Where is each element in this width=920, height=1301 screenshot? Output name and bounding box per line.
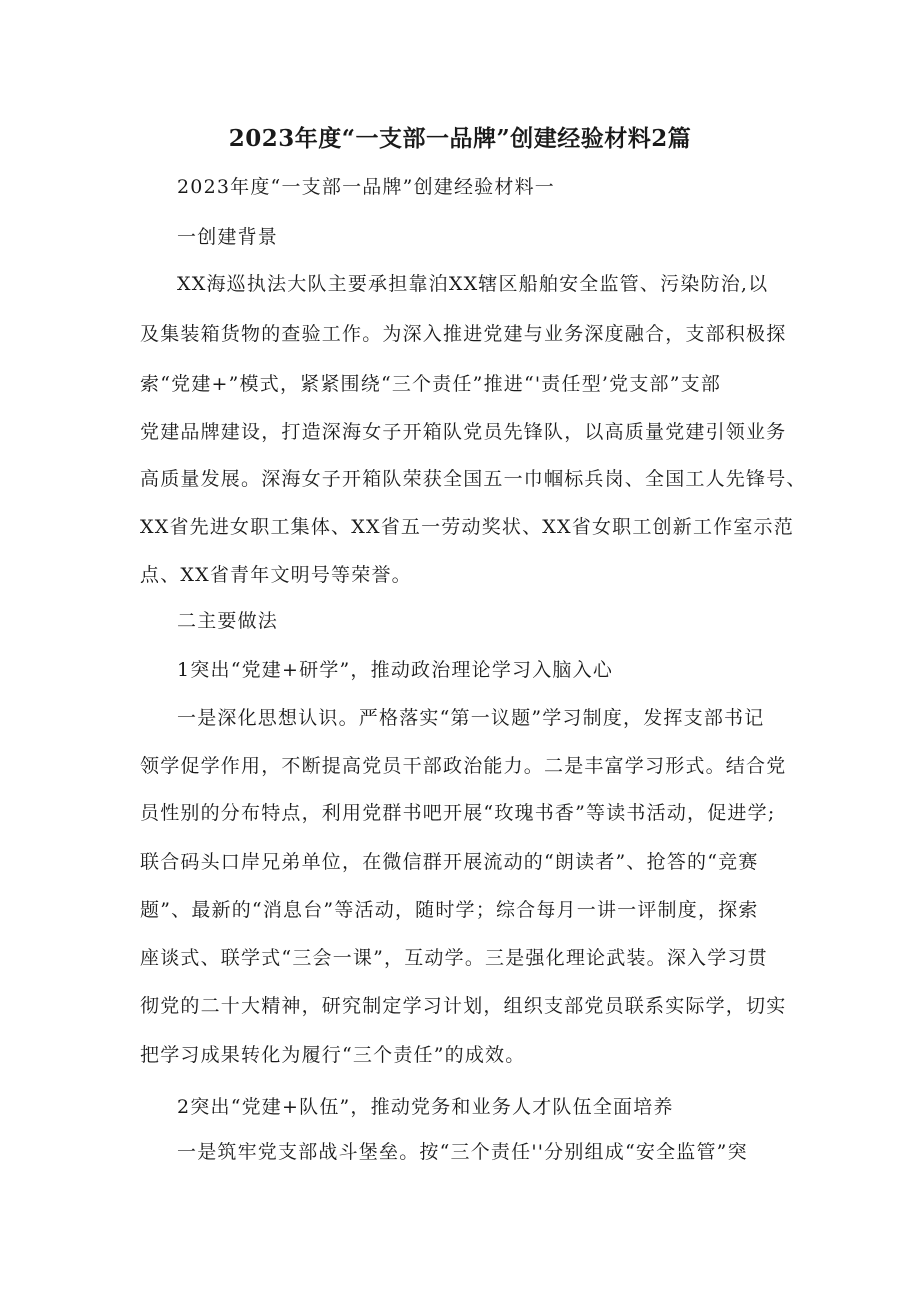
subsection-heading: 2突出“党建+队伍”，推动党务和业务人才队伍全面培养 xyxy=(177,1096,674,1118)
paragraph-line: 及集装箱货物的查验工作。为深入推进党建与业务深度融合，支部积极探 xyxy=(140,323,787,345)
subsection-heading: 1突出“党建+研学”，推动政治理论学习入脑入心 xyxy=(177,659,614,681)
paragraph-line: 党建品牌建设，打造深海女子开箱队党员先锋队，以高质量党建引领业务 xyxy=(140,421,787,443)
paragraph-line: 题”、最新的“消息台”等活动，随时学；综合每月一讲一评制度，探索 xyxy=(140,899,759,921)
paragraph-line: 点、XX省青年文明号等荣誉。 xyxy=(140,564,412,586)
paragraph-line: 一是筑牢党支部战斗堡垒。按“三个责任''分别组成“安全监管”突 xyxy=(177,1141,748,1163)
paragraph-line: 领学促学作用，不断提高党员干部政治能力。二是丰富学习形式。结合党 xyxy=(140,755,787,777)
paragraph-line: 把学习成果转化为履行“三个责任”的成效。 xyxy=(140,1044,526,1066)
paragraph-line: XX海巡执法大队主要承担靠泊XX辖区船舶安全监管、污染防治,以 xyxy=(177,273,769,295)
paragraph-line: XX省先进女职工集体、XX省五一劳动奖状、XX省女职工创新工作室示范 xyxy=(140,516,794,538)
paragraph-line: 联合码头口岸兄弟单位，在微信群开展流动的“朗读者”、抢答的“竞赛 xyxy=(140,851,759,873)
paragraph-line: 高质量发展。深海女子开箱队荣获全国五一巾帼标兵岗、全国工人先锋号、 xyxy=(140,468,807,490)
document-title: 2023年度“一支部一品牌”创建经验材料2篇 xyxy=(228,125,692,152)
section-heading-background: 一创建背景 xyxy=(177,226,279,248)
paragraph-line: 彻党的二十大精神，研究制定学习计划，组织支部党员联系实际学，切实 xyxy=(140,995,787,1017)
document-subtitle: 2023年度“一支部一品牌”创建经验材料一 xyxy=(177,176,555,198)
paragraph-line: 座谈式、联学式“三会一课”，互动学。三是强化理论武装。深入学习贯 xyxy=(140,947,768,969)
paragraph-line: 索“党建+”模式，紧紧围绕“三个责任”推进“'责任型’党支部”支部 xyxy=(140,373,722,395)
section-heading-methods: 二主要做法 xyxy=(177,610,279,632)
paragraph-line: 一是深化思想认识。严格落实“第一议题”学习制度，发挥支部书记 xyxy=(177,707,765,729)
paragraph-line: 员性别的分布特点，利用党群书吧开展“玫瑰书香”等读书活动，促进学; xyxy=(140,802,776,824)
